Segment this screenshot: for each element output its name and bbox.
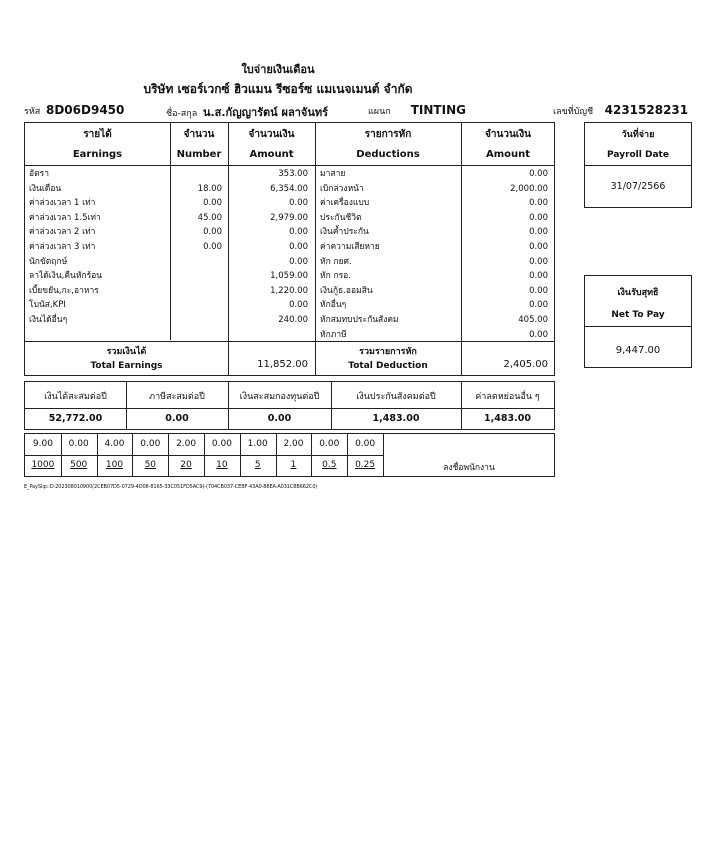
earning-label: นักขัตฤกษ์ — [29, 256, 68, 267]
earning-amount: 240.00 — [278, 315, 308, 325]
deductions-header: รายการหัก Deductions — [356, 129, 420, 160]
deduction-amount: 0.00 — [529, 198, 548, 209]
earning-number: 0.00 — [203, 198, 222, 209]
department — [368, 103, 466, 118]
number-header: จำนวน Number — [176, 129, 222, 160]
earning-amount: 0.00 — [289, 256, 308, 267]
denomination-value: 0.25 — [355, 460, 376, 470]
net-pay-value: 9,447.00 — [615, 345, 661, 356]
earning-label: ลาได้เงิน,คืนหักร้อน — [29, 271, 103, 282]
deduction-label: หักสมทบประกันสังคม — [320, 315, 399, 325]
earning-label: เงินได้อื่นๆ — [29, 315, 68, 325]
deduction-amount: 2,000.00 — [510, 183, 548, 194]
denomination-value: 50 — [144, 460, 157, 470]
earning-number: 0.00 — [203, 227, 222, 238]
ytd-label: เงินสะสมกองทุนต่อปี — [239, 392, 320, 402]
account-value: 4231528231 — [604, 103, 689, 117]
deduction-label: ประกันชีวิต — [320, 212, 362, 223]
account-label: เลขที่บัญชี — [553, 107, 594, 117]
earning-number: 18.00 — [197, 183, 222, 194]
deduction-amount: 0.00 — [529, 227, 548, 238]
ytd-value: 0.00 — [165, 413, 189, 424]
employee-signature-label: ลงชื่อพนักงาน — [443, 463, 495, 473]
earning-amount: 1,059.00 — [270, 271, 308, 282]
ytd-label: ค่าลดหย่อนอื่น ๆ — [475, 392, 540, 402]
amount-header: จำนวนเงิน Amount — [248, 129, 295, 160]
deduction-label: หักภาษี — [320, 329, 347, 340]
deduction-amount: 0.00 — [529, 212, 548, 223]
deduction-label: ค่าเครื่องแบบ — [320, 198, 370, 209]
denomination-value: 500 — [70, 460, 88, 470]
deduction-amount: 0.00 — [529, 329, 548, 340]
earning-amount: 0.00 — [289, 300, 308, 311]
deduction-label: หักอื่นๆ — [320, 300, 347, 311]
ytd-value: 1,483.00 — [372, 413, 420, 424]
deduction-label: หัก กรอ. — [320, 271, 351, 282]
earning-number: 45.00 — [197, 212, 222, 223]
employee-name-value: น.ส.กัญญารัตน์ ผลาจันทร์ — [202, 106, 329, 119]
deduction-label: มาสาย — [320, 169, 346, 179]
denomination-value: 10 — [216, 460, 228, 470]
denomination-value: 1000 — [31, 460, 55, 470]
payroll-date-label: วันที่จ่าย Payroll Date — [607, 130, 669, 160]
earning-amount: 0.00 — [289, 227, 308, 238]
ytd-table — [24, 381, 555, 430]
total-deduction-label: รวมรายการหัก Total Deduction — [348, 347, 428, 371]
total-deduction-value: 2,405.00 — [503, 359, 548, 370]
department-value: TINTING — [410, 103, 466, 117]
employee-code — [24, 103, 124, 118]
earning-label: ค่าล่วงเวลา 1.5เท่า — [29, 212, 101, 223]
earning-number: 0.00 — [203, 242, 222, 252]
deduction-label: ค่าความเสียหาย — [320, 242, 380, 252]
earning-label: โบนัส,KPI — [29, 300, 66, 311]
ytd-label: ภาษีสะสมต่อปี — [149, 392, 205, 402]
denomination-count: 0.00 — [140, 439, 161, 449]
deduction-amount: 0.00 — [529, 285, 548, 296]
ytd-label: เงินได้สะสมต่อปี — [44, 392, 107, 402]
deduction-amount: 0.00 — [529, 242, 548, 252]
denomination-count: 0.00 — [319, 439, 340, 449]
total-earnings-value: 11,852.00 — [257, 359, 308, 370]
ytd-value: 1,483.00 — [484, 413, 531, 424]
denomination-count: 1.00 — [247, 439, 268, 449]
document-title: ใบจ่ายเงินเดือน — [241, 63, 315, 76]
employee-name — [166, 103, 328, 121]
department-label: แผนก — [368, 107, 391, 117]
earning-label: เงินเดือน — [29, 183, 62, 194]
ytd-label: เงินประกันสังคมต่อปี — [356, 392, 436, 402]
payslip-footer-code: E_PaySlip::D:202308010900(2CEB07D5-0729-4D08-8165-33C051FD5AC9)-(704CB037-CEBF-43A0-88EA-A031C8B662C0) — [24, 484, 318, 490]
earning-amount: 0.00 — [289, 198, 308, 209]
deduction-amount-header: จำนวนเงิน Amount — [485, 129, 531, 160]
company-name: บริษัท เซอร์เวกซ์ ฮิวแมน รีซอร์ซ แมเนจเมนต์ จำกัด — [143, 82, 413, 96]
denomination-count: 9.00 — [32, 439, 53, 449]
earning-amount: 353.00 — [278, 169, 308, 179]
denomination-value: 5 — [254, 460, 261, 470]
denomination-count: 0.00 — [211, 439, 232, 449]
deduction-label: เบิกล่วงหน้า — [320, 183, 364, 194]
earning-amount: 0.00 — [289, 242, 308, 252]
net-pay-label: เงินรับสุทธิ Net To Pay — [611, 288, 665, 320]
net-pay-box — [584, 275, 692, 368]
payroll-date-value: 31/07/2566 — [610, 181, 666, 192]
earning-label: อัตรา — [29, 169, 49, 179]
denomination-table — [24, 433, 555, 477]
ytd-value: 52,772.00 — [48, 413, 103, 424]
denomination-value: 0.5 — [322, 460, 337, 470]
deduction-amount: 405.00 — [518, 315, 548, 325]
deduction-amount: 0.00 — [529, 169, 548, 179]
account-number — [553, 103, 688, 118]
denomination-count: 2.00 — [176, 439, 197, 449]
employee-code-value: 8D06D9450 — [46, 103, 125, 117]
earnings-header: รายได้ Earnings — [72, 129, 123, 160]
payroll-date-box — [584, 122, 692, 208]
denomination-count: 0.00 — [68, 439, 89, 449]
earning-amount: 2,979.00 — [270, 212, 308, 223]
denomination-count: 0.00 — [355, 439, 376, 449]
denomination-value: 1 — [290, 460, 297, 470]
earning-label: ค่าล่วงเวลา 3 เท่า — [29, 242, 96, 252]
denomination-value: 20 — [180, 460, 192, 470]
earning-label: ค่าล่วงเวลา 1 เท่า — [29, 198, 96, 209]
denomination-count: 2.00 — [283, 439, 304, 449]
employee-code-label: รหัส — [24, 107, 41, 117]
deduction-amount: 0.00 — [529, 271, 548, 282]
deduction-label: เงินค้ำประกัน — [320, 227, 369, 238]
earning-label: เบี้ยขยัน,กะ,อาหาร — [29, 285, 99, 296]
denomination-value: 100 — [105, 460, 124, 470]
deduction-label: เงินกู้ธ.ออมสิน — [320, 285, 373, 296]
denomination-count: 4.00 — [104, 439, 125, 449]
total-earnings-label: รวมเงินได้ Total Earnings — [90, 347, 163, 371]
earning-amount: 1,220.00 — [270, 285, 308, 296]
earning-amount: 6,354.00 — [270, 183, 308, 194]
deduction-amount: 0.00 — [529, 300, 548, 311]
deduction-amount: 0.00 — [529, 256, 548, 267]
deduction-label: หัก กยศ. — [320, 256, 352, 267]
earnings-deductions-table — [24, 122, 555, 376]
employee-name-label: ชื่อ-สกุล — [166, 109, 198, 119]
ytd-value: 0.00 — [267, 413, 292, 424]
earning-label: ค่าล่วงเวลา 2 เท่า — [29, 227, 96, 238]
